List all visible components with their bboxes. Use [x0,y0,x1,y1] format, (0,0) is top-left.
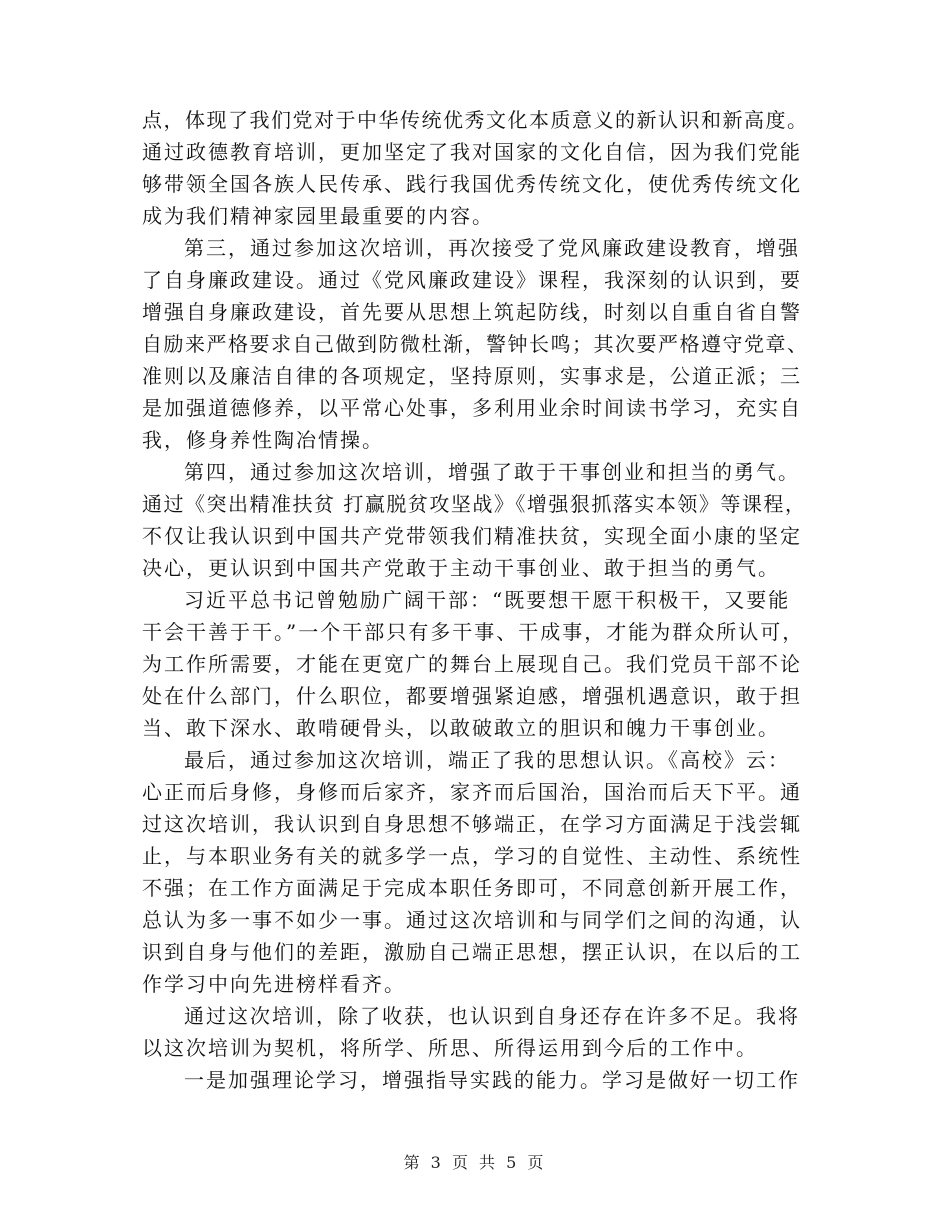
text-line: 自励来严格要求自己做到防微杜渐，警钟长鸣；其次要严格遵守党章、 [142,332,809,356]
text-line: 是加强道德修养，以平常心处事，多利用业余时间读书学习，充实自 [142,396,802,420]
text-line: 以这次培训为契机，将所学、所思、所得运用到今后的工作中。 [142,1036,758,1060]
paragraph-first-line: 通过这次培训，除了收获，也认识到自身还存在许多不足。我将 [184,1004,800,1028]
text-line: 点，体现了我们党对于中华传统优秀文化本质意义的新认识和新高度。 [142,108,809,132]
text-line: 够带领全国各族人民传承、践行我国优秀传统文化，使优秀传统文化 [142,172,802,196]
paragraph-first-line: 第四，通过参加这次培训，增强了敢于干事创业和担当的勇气。 [184,460,800,484]
text-line: 通过《突出精准扶贫 打赢脱贫攻坚战》《增强狠抓落实本领》等课程， [142,492,807,516]
text-line: 当、敢下深水、敢啃硬骨头，以敢破敢立的胆识和魄力干事创业。 [142,716,780,740]
text-line: 为工作所需要，才能在更宽广的舞台上展现自己。我们党员干部不论 [142,652,802,676]
text-line: 总认为多一事不如少一事。通过这次培训和与同学们之间的沟通，认 [142,908,802,932]
text-line: 不仅让我认识到中国共产党带领我们精准扶贫，实现全面小康的坚定 [142,524,802,548]
text-line: 心正而后身修，身修而后家齐，家齐而后国治，国治而后天下平。通 [142,780,802,804]
document-body [142,104,812,1096]
text-line: 通过政德教育培训，更加坚定了我对国家的文化自信，因为我们党能 [142,140,802,164]
text-line: 干会干善于干。”一个干部只有多干事、干成事，才能为群众所认可， [142,620,805,644]
text-line: 作学习中向先进榜样看齐。 [142,972,406,996]
text-line: 处在什么部门，什么职位，都要增强紧迫感，增强机遇意识，敢于担 [142,684,802,708]
text-line: 过这次培训，我认识到自身思想不够端正，在学习方面满足于浅尝辄 [142,812,802,836]
text-line: 决心，更认识到中国共产党敢于主动干事创业、敢于担当的勇气。 [142,556,780,580]
text-line: 止，与本职业务有关的就多学一点，学习的自觉性、主动性、系统性 [142,844,802,868]
text-line: 了自身廉政建设。通过《党风廉政建设》课程，我深刻的认识到，要 [142,268,802,292]
paragraph-first-line: 习近平总书记曾勉励广阔干部：“既要想干愿干积极干，又要能 [184,588,791,612]
page-footer: 第 3 页 共 5 页 [403,1153,547,1172]
paragraph-first-line: 第三，通过参加这次培训，再次接受了党风廉政建设教育，增强 [184,236,800,260]
text-line: 我，修身养性陶冶情操。 [142,428,384,452]
text-line: 增强自身廉政建设，首先要从思想上筑起防线，时刻以自重自省自警 [142,300,802,324]
paragraph-first-line: 一是加强理论学习，增强指导实践的能力。学习是做好一切工作 [184,1068,800,1092]
text-line: 不强；在工作方面满足于完成本职任务即可，不同意创新开展工作， [142,876,802,900]
text-line: 成为我们精神家园里最重要的内容。 [142,204,494,228]
paragraph-first-line: 最后，通过参加这次培训，端正了我的思想认识。《高校》云： [184,748,790,772]
text-line: 识到自身与他们的差距，激励自己端正思想，摆正认识，在以后的工 [142,940,802,964]
text-line: 准则以及廉洁自律的各项规定，坚持原则，实事求是，公道正派；三 [142,364,802,388]
